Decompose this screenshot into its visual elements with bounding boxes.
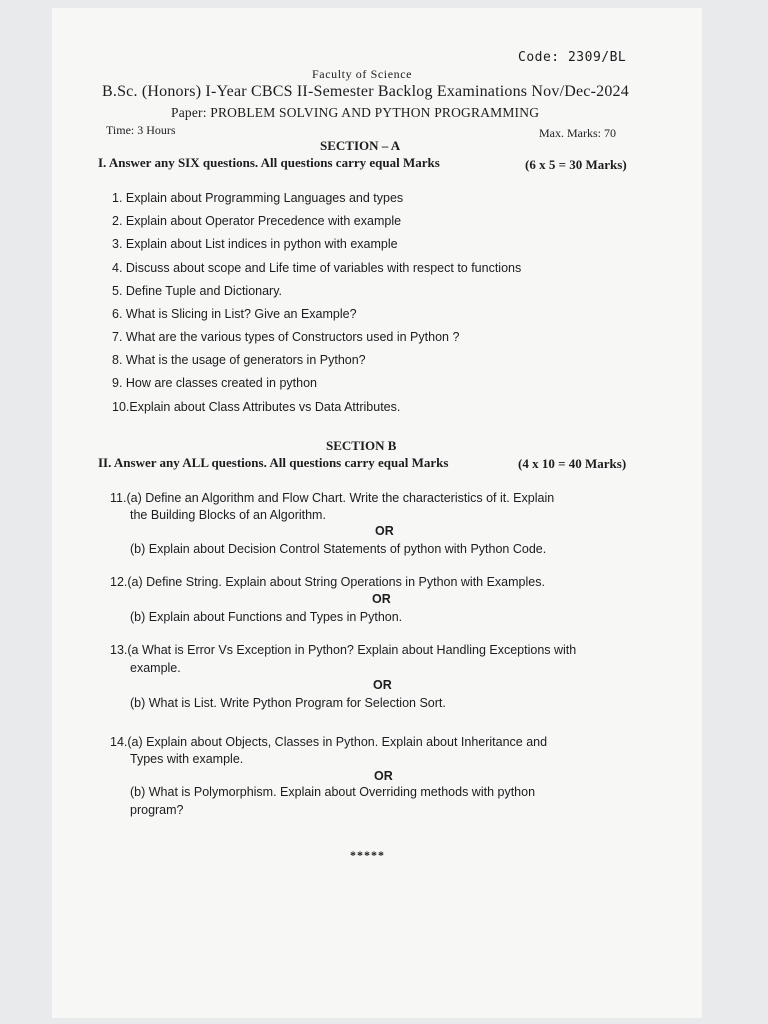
- section-a-heading: SECTION – A: [320, 138, 401, 153]
- section-b-instruction: II. Answer any ALL questions. All questions carry equal Marks: [98, 455, 449, 470]
- question-13a-line-2: example.: [130, 661, 181, 675]
- section-b-heading: SECTION B: [326, 438, 397, 453]
- paper-code: Code: 2309/BL: [518, 50, 627, 65]
- question-14a-line-1: 14.(a) Explain about Objects, Classes in Python. Explain about Inheritance and: [110, 735, 548, 749]
- question-12a: 12.(a) Define String. Explain about String Operations in Python with Examples.: [110, 575, 545, 589]
- exam-title: B.Sc. (Honors) I-Year CBCS II-Semester Backlog Examinations Nov/Dec-2024: [102, 83, 629, 100]
- paper-name: Paper: PROBLEM SOLVING AND PYTHON PROGRAMMING: [171, 105, 540, 120]
- or-separator: OR: [373, 678, 392, 692]
- question-4: 4. Discuss about scope and Life time of variables with respect to functions: [112, 261, 522, 275]
- or-separator: OR: [375, 524, 394, 538]
- end-of-paper-mark: *****: [350, 848, 385, 862]
- time-allowed: Time: 3 Hours: [106, 123, 176, 137]
- section-b-marks-allocation: (4 x 10 = 40 Marks): [518, 456, 627, 471]
- question-1: 1. Explain about Programming Languages and types: [112, 191, 404, 205]
- or-separator: OR: [374, 769, 393, 783]
- question-14b-line-2: program?: [130, 803, 184, 817]
- question-5: 5. Define Tuple and Dictionary.: [112, 284, 283, 298]
- question-6: 6. What is Slicing in List? Give an Example?: [112, 307, 357, 321]
- question-9: 9. How are classes created in python: [112, 376, 317, 390]
- question-3: 3. Explain about List indices in python with example: [112, 237, 398, 251]
- question-8: 8. What is the usage of generators in Python?: [112, 353, 366, 367]
- question-2: 2. Explain about Operator Precedence with example: [112, 214, 402, 228]
- section-a-instruction: I. Answer any SIX questions. All questions carry equal Marks: [98, 155, 440, 170]
- question-11a-line-1: 11.(a) Define an Algorithm and Flow Chart. Write the characteristics of it. Explain: [110, 491, 555, 505]
- question-7: 7. What are the various types of Constructors used in Python ?: [112, 330, 460, 344]
- max-marks: Max. Marks: 70: [539, 126, 616, 140]
- question-11a-line-2: the Building Blocks of an Algorithm.: [130, 508, 326, 522]
- question-14a-line-2: Types with example.: [130, 752, 244, 766]
- question-13b: (b) What is List. Write Python Program for Selection Sort.: [130, 696, 446, 710]
- question-11b: (b) Explain about Decision Control Statements of python with Python Code.: [130, 542, 547, 556]
- question-10: 10.Explain about Class Attributes vs Data Attributes.: [112, 400, 401, 414]
- section-a-marks-allocation: (6 x 5 = 30 Marks): [525, 157, 627, 172]
- faculty-name: Faculty of Science: [312, 67, 413, 81]
- question-12b: (b) Explain about Functions and Types in Python.: [130, 610, 403, 624]
- or-separator: OR: [372, 592, 391, 606]
- question-14b-line-1: (b) What is Polymorphism. Explain about Overriding methods with python: [130, 785, 536, 799]
- question-13a-line-1: 13.(a What is Error Vs Exception in Python? Explain about Handling Exceptions with: [110, 643, 577, 657]
